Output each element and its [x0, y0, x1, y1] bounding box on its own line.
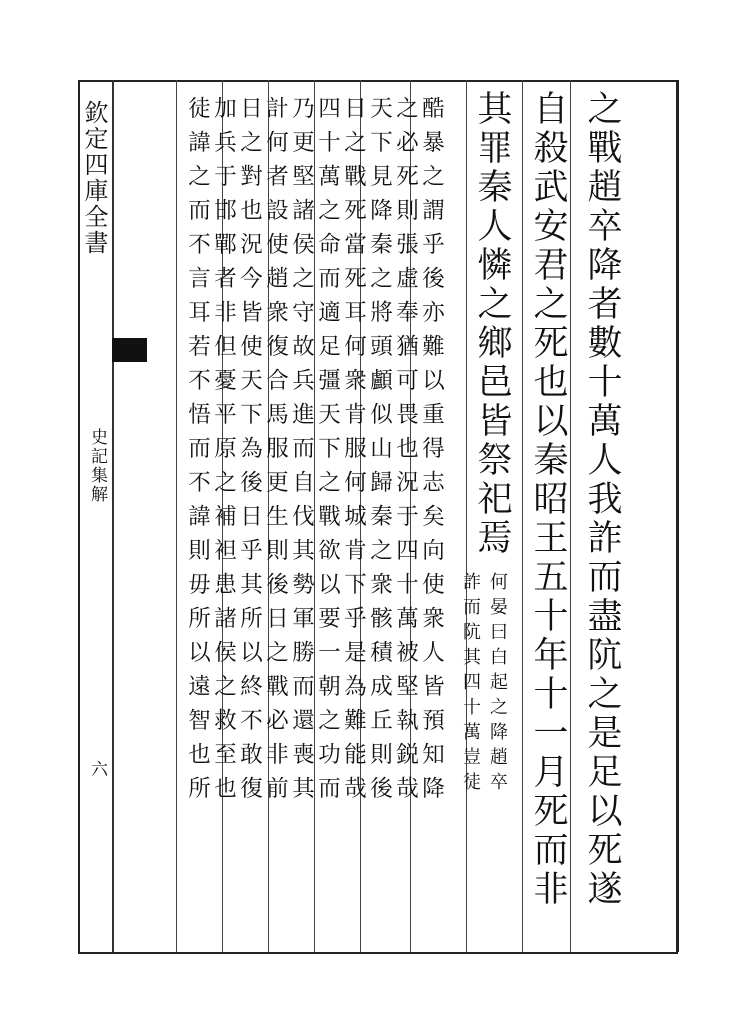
text-column: 日之戰死當死耳何衆肯服何城肯下乎是為難能哉	[340, 96, 367, 810]
annotation-column: 何晏曰白起之降趙卒	[487, 572, 508, 797]
annotation-column: 詐而阬其四十萬豈徒	[460, 572, 481, 797]
text-column: 四十萬之命而適足彊天下之戰欲以要一朝之功而	[314, 96, 341, 810]
text-column: 乃更堅諸侯之守故兵進而自伐其勢軍勝而還喪其	[288, 96, 315, 810]
text-column: 其罪秦人憐之鄉邑皆祭祀焉	[472, 90, 512, 558]
text-column: 之戰趙卒降者數十萬人我詐而盡阬之是足以死遂	[582, 90, 622, 909]
column-rule	[570, 80, 571, 952]
column-rule	[522, 80, 523, 952]
column-rule	[466, 80, 467, 952]
text-column: 徒諱之而不言耳若不悟而不諱則毋所以遠智也所	[184, 96, 211, 810]
margin-book-title: 史記集解	[87, 428, 107, 504]
frame-right-border	[676, 80, 679, 952]
gutter-divider	[112, 80, 114, 952]
text-column: 日之對也況今皆使天下為後日乎其所以終不敢復	[236, 96, 263, 810]
text-column: 自殺武安君之死也以秦昭王五十年十一月死而非	[528, 90, 568, 909]
text-column: 計何者設使趙衆復合馬服更生則後日之戰必非前	[262, 96, 289, 810]
column-rule	[176, 80, 177, 952]
text-column: 加兵于邯鄲者非但憂平原之補袒患諸侯之救至也	[210, 96, 237, 810]
margin-page-number: 六	[87, 760, 107, 777]
fishtail-mark	[112, 338, 147, 362]
margin-title: 欽定四庫全書	[80, 100, 108, 256]
text-column: 天下見降秦之將頭顱似山歸秦之衆骸積成丘則後	[366, 96, 393, 810]
text-column: 酷暴之謂乎後亦難以重得志矣向使衆人皆預知降	[418, 96, 445, 810]
text-column: 之必死則張虛奉猶可畏也況于四十萬被堅執鋭哉	[392, 96, 419, 810]
